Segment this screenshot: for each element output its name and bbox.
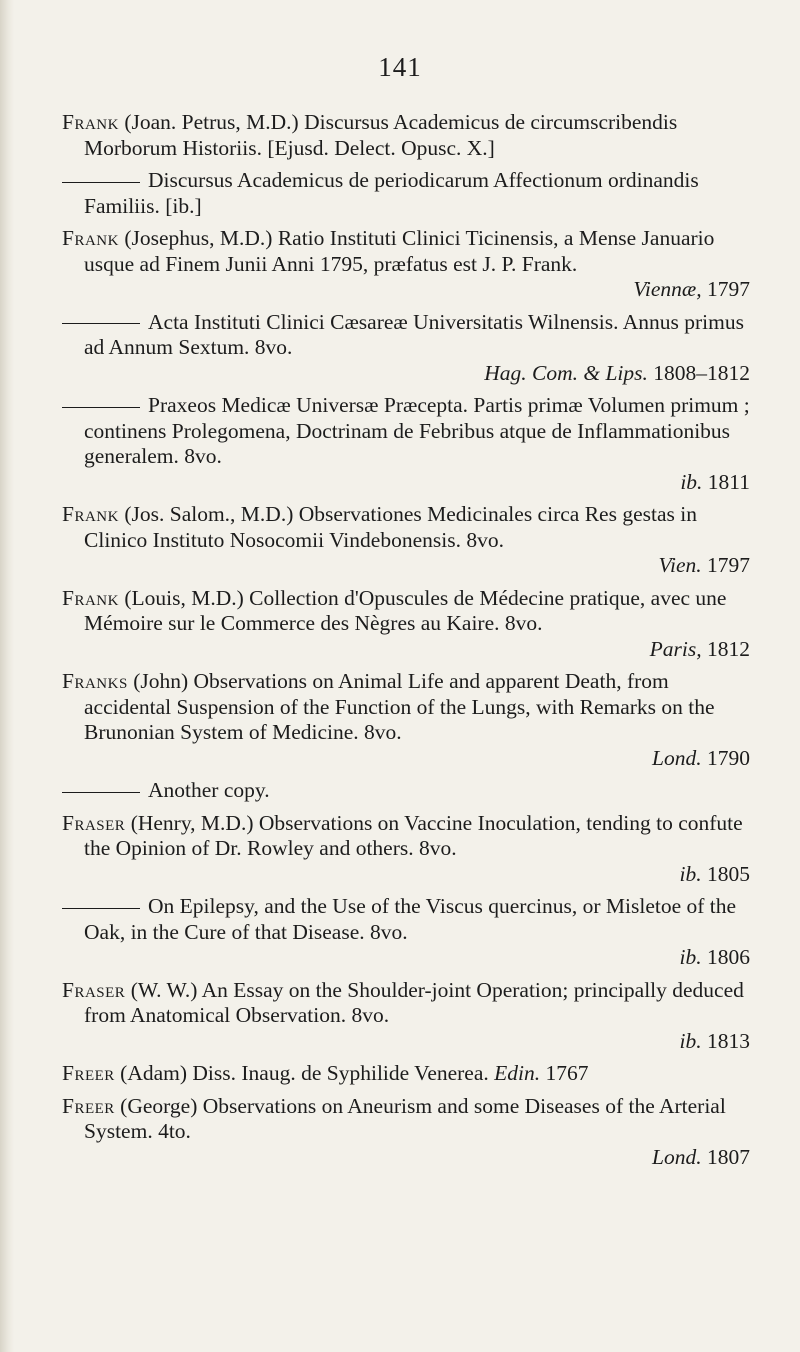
imprint-place: ib. (679, 861, 702, 886)
imprint-place: ib. (679, 945, 702, 969)
catalogue-entry (62, 310, 750, 387)
entry-author: Frank (62, 502, 119, 526)
entry-author: Fraser (62, 810, 126, 835)
imprint-year: 1812 (701, 636, 750, 661)
imprint-year: 1808–1812 (647, 360, 750, 385)
catalogue-entry (62, 502, 750, 579)
entry-imprint (84, 746, 750, 772)
imprint-year: 1806 (701, 945, 750, 969)
entry-imprint (84, 361, 750, 387)
entry-author: Fraser (62, 977, 126, 1002)
entry-author: Frank (62, 585, 119, 610)
entry-imprint (84, 1145, 750, 1171)
entry-text: Another copy. (148, 778, 270, 802)
entry-imprint (84, 553, 750, 579)
entry-text: (Adam) Diss. Inaug. de Syphilide Venerea. (114, 1061, 489, 1085)
entry-text: (Joan. Petrus, M.D.) Discursus Academicus de circumscribendis Morborum Historiis. [Ejusd. Delect. Opusc. X.] (84, 110, 678, 160)
imprint-place: Vien. (658, 553, 702, 577)
entry-text: Acta Instituti Clinici Cæsareæ Universitatis Wilnensis. Annus primus ad Annum Sextum. 8vo. (84, 309, 744, 359)
entry-author: Freer (62, 1093, 115, 1118)
catalogue-entry (62, 978, 750, 1055)
entry-author: Freer (62, 1061, 115, 1085)
imprint-year: 1805 (701, 861, 750, 886)
imprint-place: ib. (680, 469, 703, 494)
entry-text: (George) Observations on Aneurism and some Diseases of the Arterial System. 4to. (84, 1093, 726, 1143)
entry-author: Frank (62, 226, 119, 250)
entry-author: Franks (62, 669, 128, 693)
catalogue-entry (62, 894, 750, 971)
imprint-year: 1797 (701, 277, 750, 301)
entry-author: Frank (62, 110, 119, 134)
entry-text: (Josephus, M.D.) Ratio Instituti Clinici Ticinensis, a Mense Januario usque ad Finem Junii Anni 1795, præfatus est J. P. Frank. (84, 226, 715, 276)
page-number: 141 (378, 52, 422, 82)
imprint-year: 1811 (702, 469, 750, 494)
catalogue-entry (62, 168, 750, 219)
entry-text: (W. W.) An Essay on the Shoulder-joint Operation; principally deduced from Anatomical Observation. 8vo. (84, 977, 744, 1027)
page-gutter-shadow (0, 0, 14, 1352)
catalogue-entry (62, 1094, 750, 1171)
entry-text: (Louis, M.D.) Collection d'Opuscules de Médecine pratique, avec une Mémoire sur le Commerce des Nègres au Kaire. 8vo. (84, 585, 727, 635)
imprint-place: ib. (679, 1028, 702, 1053)
entry-imprint (84, 637, 750, 663)
imprint-year: 1813 (701, 1028, 750, 1053)
catalogue-entry (62, 586, 750, 663)
entry-text: On Epilepsy, and the Use of the Viscus quercinus, or Misletoe of the Oak, in the Cure of that Disease. 8vo. (84, 894, 737, 944)
ditto-dash (62, 182, 140, 183)
ditto-dash (62, 792, 140, 793)
entry-imprint (84, 862, 750, 888)
imprint-place: Hag. Com. & Lips. (484, 360, 648, 385)
imprint-place: Viennæ, (633, 277, 702, 301)
imprint-place: Lond. (652, 1144, 702, 1169)
imprint-place: Paris, (649, 636, 702, 661)
entry-text: Discursus Academicus de periodicarum Affectionum ordinandis Familiis. [ib.] (84, 168, 699, 218)
entry-text: (Henry, M.D.) Observations on Vaccine Inoculation, tending to confute the Opinion of Dr. Rowley and others. 8vo. (84, 810, 743, 860)
imprint-place: Lond. (652, 745, 702, 770)
imprint-year: 1797 (701, 553, 750, 577)
entry-imprint (84, 277, 750, 303)
imprint-year: 1807 (701, 1144, 750, 1169)
imprint-year: 1767 (540, 1061, 589, 1085)
catalogue-entry (62, 811, 750, 888)
catalogue-entries (62, 110, 750, 1177)
imprint-year: 1790 (701, 745, 750, 770)
catalogue-entry (62, 669, 750, 771)
entry-text: (Jos. Salom., M.D.) Observationes Medicinales circa Res gestas in Clinico Instituto Nosocomii Vindebonensis. 8vo. (84, 502, 697, 552)
ditto-dash (62, 323, 140, 324)
ditto-dash (62, 908, 140, 909)
catalogue-entry (62, 110, 750, 161)
entry-text: (John) Observations on Animal Life and apparent Death, from accidental Suspension of the Function of the Lungs, with Remarks on the Brunonian System of Medicine. 8vo. (84, 669, 715, 744)
catalogue-entry (62, 1061, 750, 1087)
catalogue-entry (62, 226, 750, 303)
ditto-dash (62, 407, 140, 408)
entry-imprint (84, 945, 750, 971)
catalogue-entry (62, 393, 750, 495)
entry-text: Praxeos Medicæ Universæ Præcepta. Partis primæ Volumen primum ; continens Prolegomena, Doctrinam de Febribus atque de Inflammationibus generalem. 8vo. (84, 393, 750, 468)
imprint-place: Edin. (494, 1061, 541, 1085)
entry-imprint (84, 1029, 750, 1055)
catalogue-entry (62, 778, 750, 804)
entry-imprint (84, 470, 750, 496)
